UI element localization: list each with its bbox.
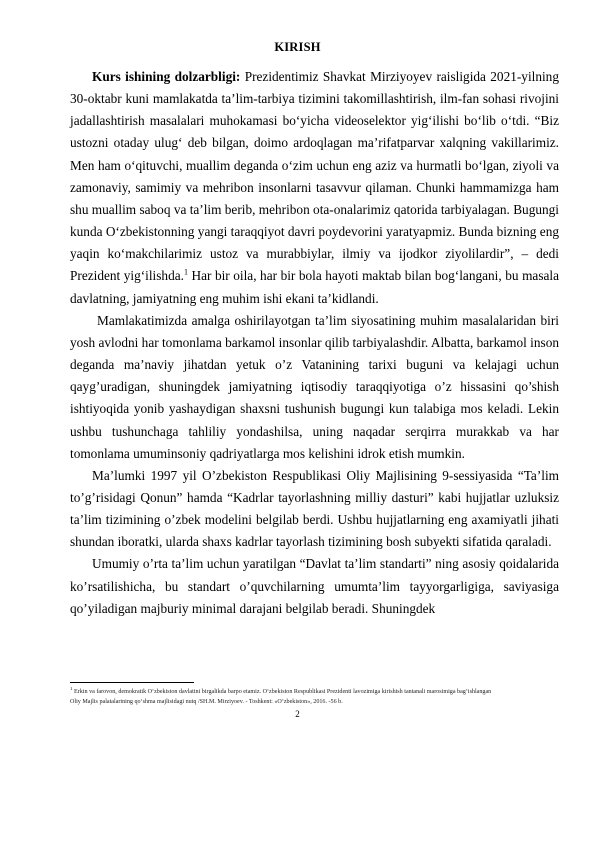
footnote-line-2: Oliy Majlis palatalarining qo‘shma majlisidagi nutq /SH.M. Mirziyoev. - Toshkent: «O‘zbekiston», 2016. -56 b. xyxy=(70,699,343,705)
paragraph-1 xyxy=(70,66,559,310)
paragraph-4: Umumiy o’rta ta’lim uchun yaratilgan “Davlat ta’lim standarti” ning asosiy qoidalarida ko’rsatilishicha, bu standart o’quvchilarning umumta’lim tayyorgarligiga, saviyasiga qo’yiladigan majburiy minimal darajani belgilab beradi. Shuningdek xyxy=(70,556,559,616)
body-text xyxy=(70,66,559,620)
paragraph-1-text-after: Har bir oila, har bir bola hayoti maktab bilan bog‘langani, bu masala davlatning, jamiyatning eng muhim ishi ekani ta’kidlandi. xyxy=(70,268,559,306)
footnote-mark: 1 xyxy=(70,687,73,692)
footnote xyxy=(70,687,559,707)
footnote-line-1-text: Erkin va farovon, demokratik O‘zbekiston davlatini birgalikda barpo etamiz. O‘zbekiston Respublikasi Prezidenti lavozimiga kirishish tantanali marosimiga bag‘ishlangan xyxy=(72,689,492,695)
footnote-divider xyxy=(70,682,194,683)
paragraph-1-text: Prezidentimiz Shavkat Mirziyoyev raisligida 2021-yilning 30-oktabr kuni mamlakatda ta’lim-tarbiya tizimini takomillashtirish, ilm-fan sohasi rivojini jadallashtirish masalalari muhokamasi bo‘yicha videoselektor yig‘ilishi bo‘lib o‘tdi. “Biz ustozni otaday ulug‘ deb bilgan, doimo ardoqlagan ma’rifatparvar xalqning vakillarimiz. Men ham o‘qituvchi, muallim deganda o‘zim uchun eng aziz va hurmatli bo‘lgan, ziyoli va zamonaviy, samimiy va mehribon insonlarni tasavvur qilaman. Chunki hammamizga ham shu muallim saboq va ta’lim berib, mehribon ota-onalarimiz qatorida tarbiyalagan. Bugungi kunda O‘zbekistonning yangi taraqqiyot davri poydevorini yaratyapmiz. Bunda bizning eng yaqin ko‘makchilarimiz ustoz va murabbiylar, ilmiy va ijodkor ziyolilardir”, – dedi Prezident yig‘ilishda. xyxy=(70,69,559,284)
lead-label: Kurs ishining dolzarbligi: xyxy=(92,69,241,84)
paragraph-2: Mamlakatimizda amalga oshirilayotgan ta’lim siyosatining muhim masalalaridan biri yosh avlodni har tomonlama barkamol insonlar qilib tarbiyalashdir. Albatta, barkamol inson deganda ma’naviy jihatdan yetuk o’z Vatanining tarixi buguni va kelajagi uchun qayg’uradigan, shuningdek jamiyatning iqtisodiy taraqqiyotiga o’z hissasini qo’shish ishtiyoqida yonib yashaydigan shaxsni tushunish bugungi kun talabiga mos keladi. Lekin ushbu tushunchaga tahliliy yondashilsa, uning naqadar serqirra murakkab va har tomonlama umuminsoniy qadriyatlarga mos kelishini idrok etish mumkin. xyxy=(70,312,559,461)
paragraph-3: Ma’lumki 1997 yil O’zbekiston Respublikasi Oliy Majlisining 9-sessiyasida “Ta’lim to’g’risidagi Qonun” hamda “Kadrlar tayorlashning milliy dasturi” kabi hujjatlar uzluksiz ta’lim tizimining o’zbek modelini belgilab berdi. Ushbu hujjatlarning eng axamiyatli jihati shundan iboratki, ularda shaxs kadrlar tayorlash tizimining bosh subyekti sifatida qaraladi. xyxy=(70,467,559,550)
footnote-ref[interactable]: 1 xyxy=(183,267,188,277)
page-number: 2 xyxy=(295,709,300,719)
section-title: KIRISH xyxy=(274,40,321,54)
footnote-line-1 xyxy=(70,687,559,697)
